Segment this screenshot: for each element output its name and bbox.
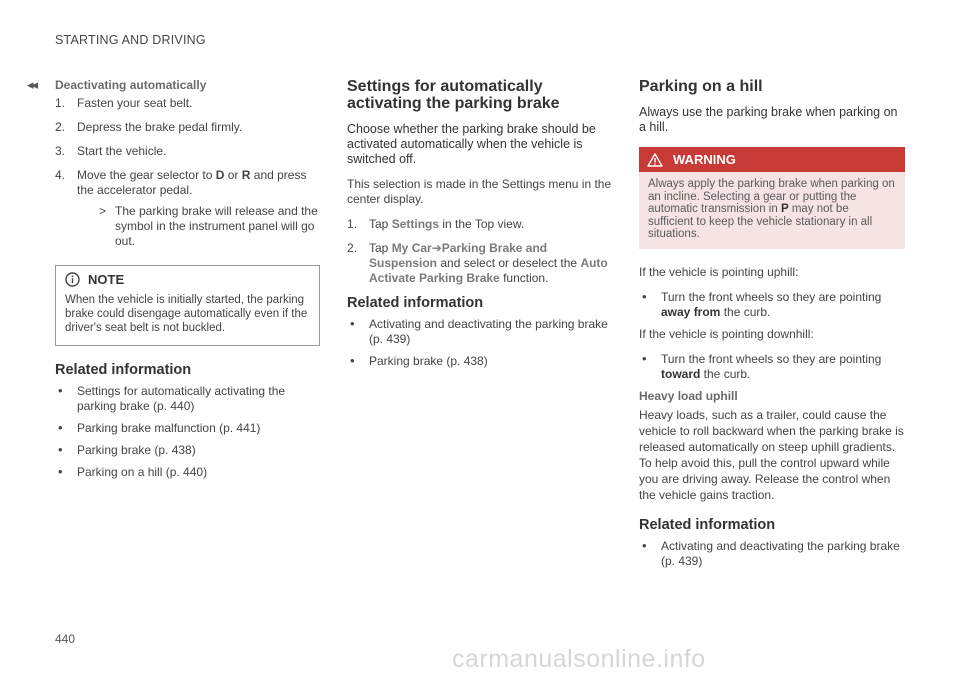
related-link[interactable]: • Parking brake (p. 438) xyxy=(350,353,488,368)
heavy-load-heading: Heavy load uphill xyxy=(639,388,738,403)
related-link[interactable]: • Parking brake (p. 438) xyxy=(58,442,196,457)
related-list xyxy=(347,317,613,369)
list-item: • Turn the front wheels so they are pointing toward the curb. xyxy=(642,350,882,381)
settings-intro: This selection is made in the Settings menu in the center display. xyxy=(347,177,612,206)
hill-lead: Always use the parking brake when parking on a hill. xyxy=(639,105,898,134)
related-link[interactable]: • Activating and deactivating the parking brake (p. 439) xyxy=(350,316,608,346)
related-heading: Related information xyxy=(639,516,776,533)
section-header: STARTING AND DRIVING xyxy=(55,33,206,47)
list-item: • Turn the front wheels so they are pointing away from the curb. xyxy=(642,288,882,319)
hill-title: Parking on a hill xyxy=(639,78,763,95)
step-item: 1. Tap Settings in the Top view. xyxy=(347,217,525,231)
note-body: When the vehicle is initially started, the parking brake could disengage automatically even if the driver's seat belt is not buckled. xyxy=(65,294,308,334)
column-2 xyxy=(347,78,613,376)
step-item: 4. Move the gear selector to D or R and press the accelerator pedal. > The parking brake will release and the symbol in the instrument panel will go out. xyxy=(55,168,320,249)
steps-list xyxy=(55,96,320,249)
warning-title: WARNING xyxy=(673,152,736,167)
related-link[interactable]: • Parking on a hill (p. 440) xyxy=(58,464,208,479)
related-list xyxy=(639,539,905,569)
note-box xyxy=(55,265,320,346)
watermark: carmanualsonline.info xyxy=(452,645,706,673)
downhill-list xyxy=(639,352,905,382)
uphill-intro: If the vehicle is pointing uphill: xyxy=(639,264,799,279)
warning-body: Always apply the parking brake when parking on an incline. Selecting a gear or putting the automatic transmission in P may not be sufficient to keep the vehicle stationary in all situations. xyxy=(639,172,905,249)
related-list xyxy=(55,384,320,480)
step-item: 2. Tap My Car➔Parking Brake and Suspension and select or deselect the Auto Activate Parking Brake function. xyxy=(347,241,608,285)
settings-steps xyxy=(347,217,613,286)
result-arrow-icon: > xyxy=(99,204,107,218)
related-heading: Related information xyxy=(347,295,484,311)
related-link[interactable]: • Settings for automatically activating the parking brake (p. 440) xyxy=(58,383,286,413)
heavy-load-text: Heavy loads, such as a trailer, could cause the vehicle to roll backward when the parking brake is released automatically on steep uphill gradients. To help avoid this, pull the control upward while you are driving away. Release the control when the vehicle gains traction. xyxy=(639,407,904,502)
info-icon xyxy=(65,272,80,287)
step-item: 2. Depress the brake pedal firmly. xyxy=(55,120,243,134)
warning-triangle-icon xyxy=(647,153,663,167)
step-item: 3. Start the vehicle. xyxy=(55,144,167,158)
step-item: 1. Fasten your seat belt. xyxy=(55,96,193,110)
subheading-deactivating: Deactivating automatically xyxy=(55,78,207,92)
related-heading: Related information xyxy=(55,362,192,378)
related-link[interactable]: • Parking brake malfunction (p. 441) xyxy=(58,420,261,435)
settings-title: Settings for automatically activating the parking brake xyxy=(347,78,560,112)
column-1 xyxy=(55,78,320,487)
step-result: > The parking brake will release and the symbol in the instrument panel will go out. xyxy=(99,204,318,248)
warning-box xyxy=(639,147,905,249)
arrow-right-icon: ➔ xyxy=(431,241,442,255)
related-link[interactable]: • Activating and deactivating the parking brake (p. 439) xyxy=(642,537,900,568)
settings-lead: Choose whether the parking brake should be activated automatically when the vehicle is switched off. xyxy=(347,122,596,166)
uphill-list xyxy=(639,290,905,320)
continuation-icon: ◂◂ xyxy=(27,77,37,92)
column-3 xyxy=(639,78,905,576)
note-title: NOTE xyxy=(88,272,125,287)
downhill-intro: If the vehicle is pointing downhill: xyxy=(639,326,814,341)
page-number: 440 xyxy=(55,632,76,646)
